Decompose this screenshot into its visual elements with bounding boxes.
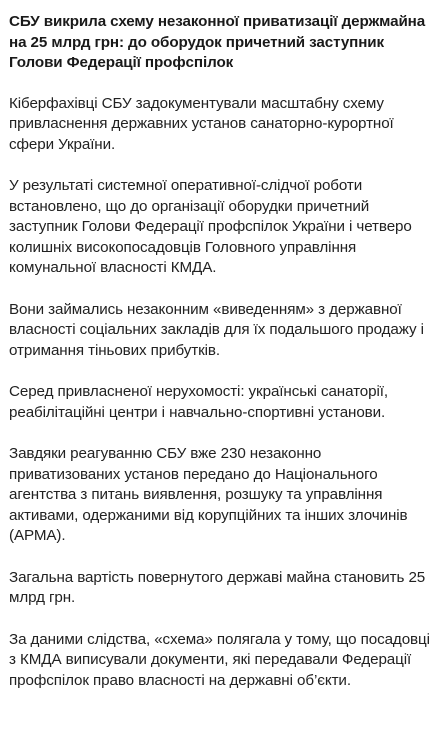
post-paragraph-2: У результаті системної оперативної-слідчої роботи встановлено, що до організації оборудки причетний заступник Голови Федерації профспілок України і четверо колишніх високопосадовців Головного управління комунальної власності КМДА. (9, 177, 412, 276)
post-paragraph-6: Загальна вартість повернутого державі майна становить 25 млрд грн. (9, 568, 426, 606)
post-paragraph-1: Кіберфахівці СБУ задокументували масштабну схему привласнення державних установ санаторно-курортної сфери України. (9, 94, 394, 153)
post-paragraph-3: Вони займались незаконним «виведенням» з державної власності соціальних закладів для їх подальшого продажу і отримання тіньових прибутків. (9, 300, 424, 359)
post-paragraph-7: За даними слідства, «схема» полягала у тому, що посадовці з КМДА виписували документи, які передавали Федерації профспілок право власності на державні об’єкти. (9, 630, 430, 689)
post-headline: СБУ викрила схему незаконної приватизації держмайна на 25 млрд грн: до оборудок причетний заступник Голови Федерації профспілок (9, 13, 426, 71)
post-paragraph-4: Серед привласненої нерухомості: українські санаторії, реабілітаційні центри і навчально-спортивні установи. (9, 383, 388, 421)
post-paragraph-5: Завдяки реагуванню СБУ вже 230 незаконно приватизованих установ передано до Національного агентства з питань виявлення, розшуку та управління активами, одержаними від корупційних та інших злочинів (АРМА). (9, 445, 408, 544)
